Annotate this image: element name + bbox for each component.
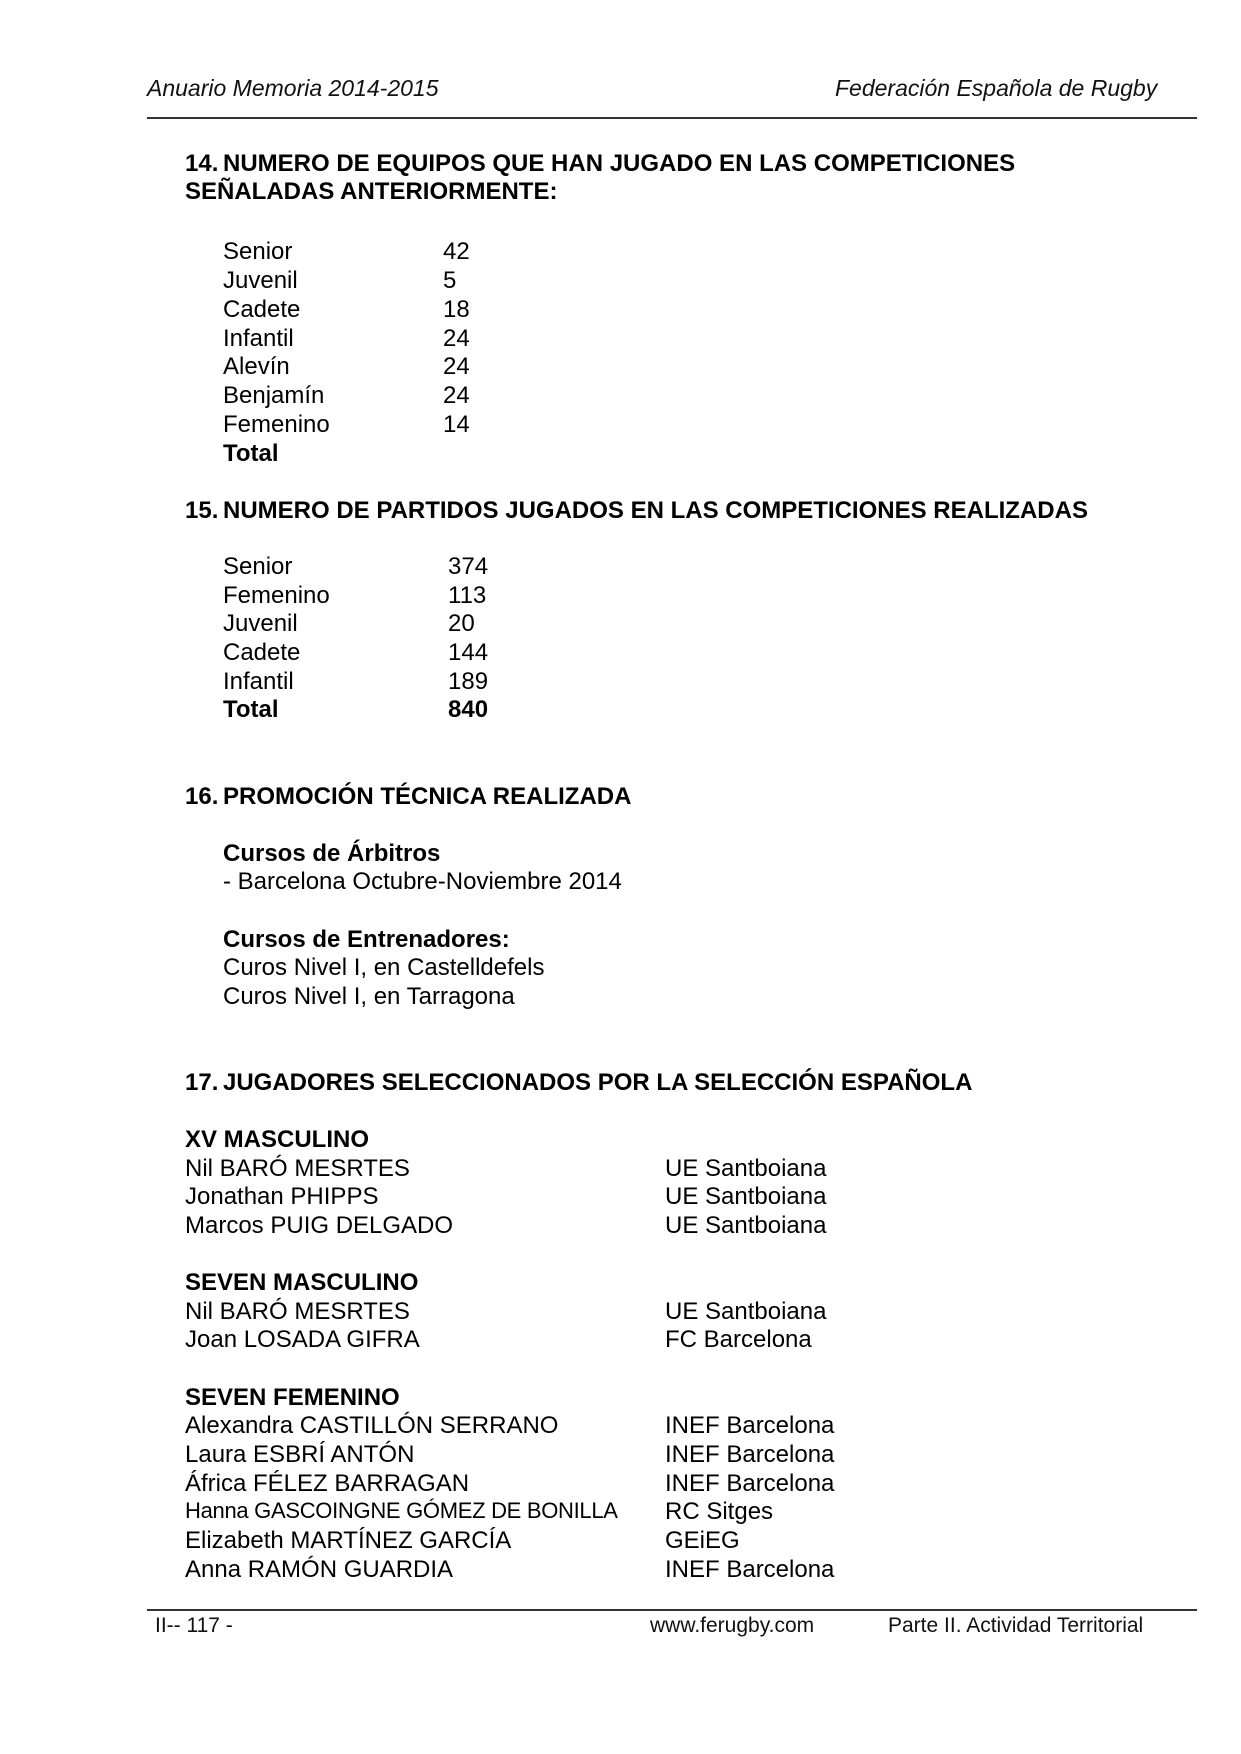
- section-15-heading: [185, 497, 1088, 525]
- section-title: NUMERO DE EQUIPOS QUE HAN JUGADO EN LAS COMPETICIONES: [223, 150, 1016, 177]
- section-number: 17.: [185, 1069, 219, 1096]
- section-number: 16.: [185, 783, 219, 810]
- coach-course-item: Curos Nivel I, en Tarragona: [223, 983, 515, 1010]
- page-number: II-- 117 -: [155, 1614, 233, 1637]
- coach-courses-title: Cursos de Entrenadores:: [223, 926, 510, 953]
- matches-value: 374: [448, 553, 489, 580]
- teams-value: 42: [443, 238, 470, 265]
- section-14-heading: [185, 150, 1015, 178]
- player-name: Joan LOSADA GIFRA: [185, 1326, 420, 1353]
- group-title: SEVEN MASCULINO: [185, 1269, 419, 1296]
- teams-label: Senior: [223, 238, 293, 265]
- section-17-heading: [185, 1069, 972, 1097]
- section-number: 14.: [185, 150, 219, 177]
- group-title: SEVEN FEMENINO: [185, 1384, 400, 1411]
- matches-value: 144: [448, 639, 489, 666]
- matches-value: 113: [448, 582, 487, 609]
- player-name: Laura ESBRÍ ANTÓN: [185, 1441, 415, 1468]
- player-club: UE Santboiana: [665, 1183, 827, 1210]
- teams-label: Infantil: [223, 325, 294, 352]
- teams-label: Benjamín: [223, 382, 325, 409]
- referee-course-item: - Barcelona Octubre-Noviembre 2014: [223, 868, 622, 895]
- player-club: RC Sitges: [665, 1498, 774, 1525]
- player-name: Elizabeth MARTÍNEZ GARCÍA: [185, 1527, 512, 1554]
- player-club: UE Santboiana: [665, 1155, 827, 1182]
- teams-value: 24: [443, 325, 470, 352]
- teams-label: Juvenil: [223, 267, 298, 294]
- section-title: NUMERO DE PARTIDOS JUGADOS EN LAS COMPETICIONES REALIZADAS: [223, 497, 1088, 524]
- player-name: África FÉLEZ BARRAGAN: [185, 1470, 470, 1497]
- matches-label: Juvenil: [223, 610, 298, 637]
- player-name: Nil BARÓ MESRTES: [185, 1155, 410, 1182]
- player-club: UE Santboiana: [665, 1298, 827, 1325]
- teams-value: 24: [443, 382, 470, 409]
- referee-courses-title: Cursos de Árbitros: [223, 840, 441, 867]
- matches-label: Infantil: [223, 668, 294, 695]
- group-title: XV MASCULINO: [185, 1126, 370, 1153]
- matches-label: Senior: [223, 553, 293, 580]
- player-name: Alexandra CASTILLÓN SERRANO: [185, 1412, 559, 1439]
- teams-label: Cadete: [223, 296, 301, 323]
- teams-total-label: Total: [223, 440, 279, 467]
- player-club: INEF Barcelona: [665, 1556, 835, 1583]
- header-divider: [147, 117, 1197, 119]
- section-14-heading-line2: SEÑALADAS ANTERIORMENTE:: [185, 178, 558, 205]
- player-name: Nil BARÓ MESRTES: [185, 1298, 410, 1325]
- teams-label: Alevín: [223, 353, 290, 380]
- player-name: Anna RAMÓN GUARDIA: [185, 1556, 454, 1583]
- header-title: Anuario Memoria 2014-2015: [147, 75, 439, 101]
- teams-value: 24: [443, 353, 470, 380]
- player-name: Hanna GASCOINGNE GÓMEZ DE BONILLA: [185, 1498, 618, 1523]
- teams-value: 14: [443, 411, 470, 438]
- footer-section-label: Parte II. Actividad Territorial: [888, 1614, 1144, 1637]
- section-16-heading: [185, 783, 631, 811]
- matches-label: Femenino: [223, 582, 330, 609]
- matches-total-label: Total: [223, 696, 279, 723]
- footer-divider: [147, 1609, 1197, 1611]
- teams-label: Femenino: [223, 411, 330, 438]
- matches-total-value: 840: [448, 696, 489, 723]
- player-club: INEF Barcelona: [665, 1441, 835, 1468]
- player-club: INEF Barcelona: [665, 1412, 835, 1439]
- matches-value: 20: [448, 610, 475, 637]
- matches-value: 189: [448, 668, 489, 695]
- teams-value: 18: [443, 296, 470, 323]
- header-organization: Federación Española de Rugby: [835, 75, 1158, 101]
- section-title: JUGADORES SELECCIONADOS POR LA SELECCIÓN ESPAÑOLA: [223, 1069, 973, 1096]
- matches-label: Cadete: [223, 639, 301, 666]
- teams-value: 5: [443, 267, 457, 294]
- footer-website-link[interactable]: www.ferugby.com: [650, 1614, 815, 1637]
- player-club: UE Santboiana: [665, 1212, 827, 1239]
- player-club: FC Barcelona: [665, 1326, 812, 1353]
- section-number: 15.: [185, 497, 219, 524]
- player-club: INEF Barcelona: [665, 1470, 835, 1497]
- section-title: PROMOCIÓN TÉCNICA REALIZADA: [223, 783, 632, 810]
- player-club: GEiEG: [665, 1527, 740, 1554]
- player-name: Jonathan PHIPPS: [185, 1183, 379, 1210]
- player-name: Marcos PUIG DELGADO: [185, 1212, 454, 1239]
- coach-course-item: Curos Nivel I, en Castelldefels: [223, 954, 545, 981]
